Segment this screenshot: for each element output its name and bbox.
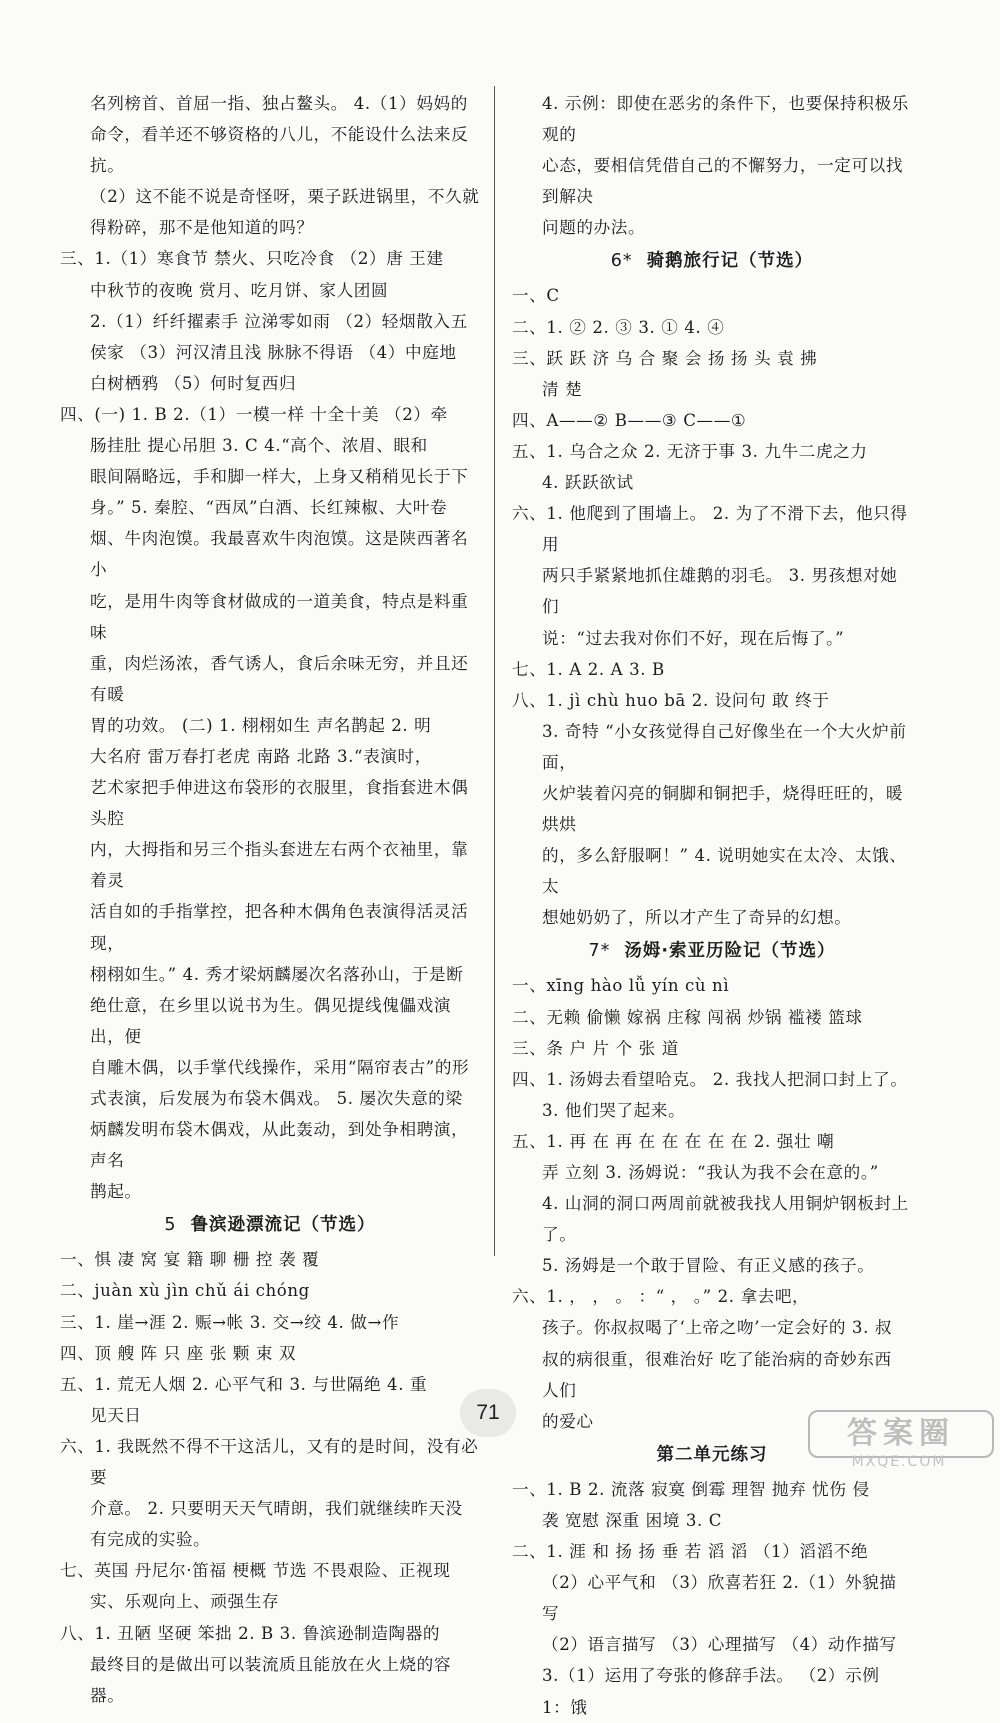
answer-line: 一、C (512, 286, 560, 306)
answer-line: 袭 宽慰 深重 困境 3. C (542, 1510, 723, 1530)
answer-line: 2.（1）纤纤擢素手 泣涕零如雨 （2）轻烟散入五 (90, 311, 468, 331)
section-title: 汤姆·索亚历险记（节选） (624, 941, 836, 962)
right-answers-block-d (512, 1474, 912, 1723)
answer-line: 得粉碎，那不是他知道的吗？ (90, 218, 314, 238)
answer-line: 六、1. 他爬到了围墙上。 2. 为了不滑下去，他只得用 (512, 504, 908, 555)
answer-line: 名列榜首、首屈一指、独占鳌头。 4.（1）妈妈的 (90, 94, 468, 113)
answer-line: 3.（1）运用了夸张的修辞手法。 （2）示例 1：饿 (542, 1666, 880, 1717)
answer-line: 烟、牛肉泡馍。我最喜欢牛肉泡馍。这是陕西著名小 (90, 529, 469, 580)
answer-line: 的爱心 (542, 1411, 594, 1431)
answer-line: 二、无赖 偷懒 嫁祸 庄稼 闯祸 炒锅 褴褛 篮球 (512, 1007, 863, 1027)
answer-line: 白树栖鸦 （5）何时复西归 (90, 373, 297, 393)
answer-line: 鹊起。 (90, 1182, 142, 1202)
section-heading-6 (512, 245, 912, 278)
answer-line: 四、A——② B——③ C——① (512, 410, 747, 430)
watermark-url: MXQE.COM (851, 1454, 947, 1470)
answer-line: 中秋节的夜晚 赏月、吃月饼、家人团圆 (90, 280, 389, 300)
answer-line: 六、1. ， ， 。 ：“ ， 。” 2. 拿去吧， (512, 1287, 810, 1307)
answer-line: 说：“过去我对你们不好，现在后悔了。” (542, 628, 845, 648)
answer-line: （2）心平气和 （3）欣喜若狂 2.（1）外貌描写 (542, 1573, 897, 1624)
answer-line: 七、1. A 2. A 3. B (512, 659, 665, 679)
answer-line: 清 楚 (542, 379, 583, 399)
answer-line: 栩栩如生。” 4. 秀才梁炳麟屡次名落孙山，于是断 (90, 964, 464, 984)
answer-line: 一、惧 凄 窝 宴 籍 聊 栅 控 袭 覆 (60, 1250, 320, 1270)
section-heading-5 (60, 1209, 480, 1242)
answer-line: 问题的办法。 (542, 218, 646, 238)
answer-line: 弄 立刻 3. 汤姆说：“我认为我不会在意的。” (542, 1163, 879, 1182)
section-title: 骑鹅旅行记（节选） (646, 251, 814, 272)
answer-line: 见天日 (90, 1405, 142, 1425)
answer-line: 式表演，后发展为布袋木偶戏。 5. 屡次失意的梁 (90, 1089, 463, 1108)
answer-line: 三、1.（1）寒食节 禁火、只吃冷食 （2）唐 王建 (60, 249, 444, 269)
answer-line: 吃，是用牛肉等食材做成的一道美食，特点是料重味 (90, 591, 469, 642)
answer-line: 三、条 户 片 个 张 道 (512, 1038, 679, 1058)
answer-line: 侯家 （3）河汉清且浅 脉脉不得语 （4）中庭地 (90, 342, 457, 362)
answer-line: 4. 跃跃欲试 (542, 473, 634, 493)
answer-line: 命令，看羊还不够资格的八儿，不能设什么法来反抗。 (90, 125, 469, 176)
answer-line: 的，多么舒服啊！” 4. 说明她实在太冷、太饿、太 (542, 846, 907, 897)
answer-line: 二、1. ② 2. ③ 3. ① 4. ④ (512, 317, 725, 337)
right-answers-block-a (512, 88, 912, 243)
section-number: 6* (610, 251, 633, 272)
answer-line: 心态，要相信凭借自己的不懈努力，一定可以找到解决 (542, 156, 904, 207)
answer-line: 自雕木偶，以手掌代线操作，采用“隔帘表古”的形 (90, 1057, 470, 1077)
left-answers-block-b (60, 1244, 480, 1710)
answer-line: 二、juàn xù jìn chǔ ái chóng (60, 1281, 310, 1301)
watermark (808, 1410, 990, 1470)
answer-line: 最终目的是做出可以装流质且能放在火上烧的容器。 (90, 1654, 452, 1705)
answer-line: 3. 奇特 “小女孩觉得自己好像坐在一个大火炉前面， (542, 721, 907, 772)
answer-line: 绝仕意，在乡里以说书为生。偶见提线傀儡戏演出，便 (90, 995, 452, 1046)
watermark-logo: 答案圈 (808, 1410, 994, 1458)
answer-line: 七、英国 丹尼尔·笛福 梗概 节选 不畏艰险、正视现 (60, 1561, 451, 1581)
left-column (60, 88, 480, 1711)
answer-line: 实、乐观向上、顽强生存 (90, 1592, 280, 1612)
answer-line: 六、1. 我既然不得不干这活儿，又有的是时间，没有必要 (60, 1436, 479, 1488)
answer-line: 艺术家把手伸进这布袋形的衣服里，食指套进木偶头腔 (90, 778, 469, 829)
answer-line: 活自如的手指掌控，把各种木偶角色表演得活灵活现， (90, 902, 469, 953)
answer-line: 想她奶奶了，所以才产生了奇异的幻想。 (542, 908, 852, 928)
answer-line: 一、xīng hào lǚ yín cù nì (512, 976, 730, 996)
answer-line: 有完成的实验。 (90, 1530, 211, 1550)
left-answers-block-a (60, 88, 480, 1207)
column-divider (494, 86, 495, 1256)
answer-line: 内，大拇指和另三个指头套进左右两个衣袖里，靠着灵 (90, 840, 469, 891)
answer-line: 八、1. jì chù huo bā 2. 设问句 敢 终于 (512, 690, 830, 710)
answer-line: 四、1. 汤姆去看望哈克。 2. 我找人把洞口封上了。 (512, 1069, 908, 1089)
answer-line: 4. 山洞的洞口两周前就被我找人用铜炉钢板封上了。 (542, 1194, 909, 1245)
answer-line: 五、1. 再 在 再 在 在 在 在 在 2. 强壮 嘲 (512, 1131, 835, 1151)
answer-line: 眼间隔略远，手和脚一样大，上身又稍稍见长于下 (90, 467, 469, 487)
right-answers-block-c (512, 970, 912, 1436)
answer-line: 肠挂肚 提心吊胆 3. C 4.“高个、浓眉、眼和 (90, 436, 428, 456)
answer-line: 重，肉烂汤浓，香气诱人，食后余味无穷，并且还有暖 (90, 653, 469, 704)
answer-line: 炳麟发明布袋木偶戏，从此轰动，到处争相聘演，声名 (90, 1120, 469, 1171)
section-heading-7 (512, 935, 912, 968)
answer-line: 五、1. 荒无人烟 2. 心平气和 3. 与世隔绝 4. 重 (60, 1374, 428, 1394)
answer-line: 四、(一) 1. B 2.（1）一模一样 十全十美 （2）牵 (60, 404, 448, 424)
answer-line: 一、1. B 2. 流落 寂寞 倒霉 理智 抛弃 忧伤 侵 (512, 1479, 870, 1499)
answer-line: 二、1. 涯 和 扬 扬 垂 若 滔 滔 （1）滔滔不绝 (512, 1542, 869, 1562)
answer-line: 胃的功效。 (二) 1. 栩栩如生 声名鹊起 2. 明 (90, 715, 432, 735)
answer-line: 孩子。你叔叔喝了‘上帝之吻’一定会好的 3. 叔 (542, 1318, 893, 1338)
right-column (512, 88, 912, 1723)
section-number: 5 (164, 1215, 177, 1236)
answer-line: 三、1. 崖→涯 2. 赈→帐 3. 交→绞 4. 做→作 (60, 1312, 400, 1332)
answer-line: 四、顶 艘 阵 只 座 张 颗 束 双 (60, 1343, 297, 1363)
answer-line: （2）语言描写 （3）心理描写 （4）动作描写 (542, 1635, 897, 1655)
section-number: 7* (588, 941, 611, 962)
answer-line: 五、1. 乌合之众 2. 无济于事 3. 九牛二虎之力 (512, 441, 868, 461)
right-answers-block-b (512, 280, 912, 933)
answer-line: 叔的病很重，很难治好 吃了能治病的奇妙东西 人们 (542, 1349, 892, 1400)
answer-line: 火炉装着闪亮的铜脚和铜把手，烧得旺旺的，暖烘烘 (542, 783, 904, 835)
answer-line: 5. 汤姆是一个敢于冒险、有正义感的孩子。 (542, 1256, 875, 1276)
answer-line: 4. 示例：即使在恶劣的条件下，也要保持积极乐观的 (542, 94, 909, 145)
answer-line: 八、1. 丑陋 坚硬 笨拙 2. B 3. 鲁滨逊制造陶器的 (60, 1623, 441, 1643)
answer-line: 身。” 5. 秦腔、“西凤”白酒、长红辣椒、大叶卷 (90, 498, 448, 518)
answer-line: 3. 他们哭了起来。 (542, 1100, 686, 1120)
section-title: 鲁滨逊漂流记（节选） (190, 1215, 376, 1236)
answer-line: 两只手紧紧地抓住雄鹅的羽毛。 3. 男孩想对她们 (542, 566, 898, 617)
answer-line: 大名府 雷万春打老虎 南路 北路 3.“表演时， (90, 746, 432, 766)
answer-line: （2）这不能不说是奇怪呀，栗子跃进锅里，不久就 (90, 187, 480, 207)
section-title: 第二单元练习 (656, 1444, 768, 1465)
answer-line: 介意。 2. 只要明天天气晴朗，我们就继续昨天没 (90, 1499, 463, 1519)
answer-line: 三、跃 跃 济 乌 合 聚 会 扬 扬 头 袁 拂 (512, 348, 818, 368)
page-number: 71 (460, 1389, 516, 1437)
